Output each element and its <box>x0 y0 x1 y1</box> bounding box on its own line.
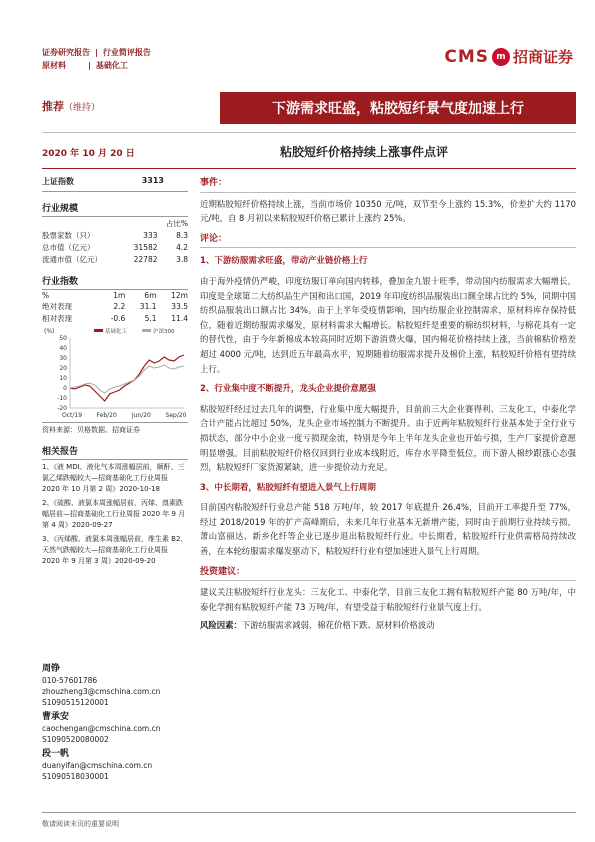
cell: 6m <box>144 290 157 300</box>
logo-cms-text: CMS <box>444 46 489 67</box>
cell: 31582 <box>133 242 158 252</box>
cell: 3.8 <box>176 254 188 264</box>
rating <box>42 98 100 114</box>
cell: 11.4 <box>171 313 188 323</box>
title-banner <box>42 92 576 124</box>
y-tick-label: 20 <box>59 365 67 372</box>
cell: 1m <box>113 290 126 300</box>
related-heading: 相关报告 <box>42 444 188 460</box>
report-subtitle: 粘胶短纤价格持续上涨事件点评 <box>280 145 449 159</box>
section-heading: 2、行业集中度不断提升，龙头企业提价意愿强 <box>200 384 376 395</box>
comment-label: 评论： <box>200 232 576 249</box>
table-row <box>42 300 188 312</box>
cell: 33.5 <box>171 301 188 311</box>
related-reports <box>42 462 188 567</box>
cell: 12m <box>171 290 188 300</box>
scale-col-header: 占比% <box>165 218 188 228</box>
cell: 333 <box>143 230 158 240</box>
cell: 总市值（亿元） <box>42 242 95 252</box>
legend-label: 沪深300 <box>153 329 175 335</box>
legend-label: 基础化工 <box>105 329 128 335</box>
cell: 2.2 <box>113 301 126 311</box>
index-row <box>42 176 188 192</box>
cms-logo <box>444 46 573 67</box>
list-item: 2、《硫酸、液氯本周涨幅居前，丙烯、溴素跌幅居前—招商基础化工行业周报 2020 年 9 月第 4 周》2020-09-27 <box>42 499 186 529</box>
cell: % <box>42 290 50 300</box>
analysts <box>42 660 188 782</box>
cell: -0.6 <box>110 313 126 323</box>
list-item: 3、《丙烯酸、液氯本周涨幅居前，维生素 B2、天然气跌幅较大—招商基础化工行业周报 2020 年 9 月第 3 周》2020-09-20 <box>42 535 188 565</box>
x-tick-label: Sep/20 <box>165 412 187 419</box>
category-subtype: 行业简评报告 <box>102 48 151 57</box>
series-line <box>70 355 184 401</box>
industry: 基础化工 <box>95 61 128 70</box>
section-heading: 1、下游纺服需求旺盛，带动产业链价格上行 <box>200 256 368 267</box>
cell: 4.2 <box>176 242 188 252</box>
logo-cn-text: 招商证券 <box>512 48 573 66</box>
invest-label: 投资建议： <box>200 565 576 582</box>
index-value: 3313 <box>141 176 164 185</box>
main-content <box>200 176 576 633</box>
analyst-name: 曹承安 <box>42 712 70 722</box>
index-label: 上证指数 <box>42 177 74 186</box>
category-type: 证券研究报告 <box>42 48 90 57</box>
risk-factors <box>200 618 576 633</box>
table-row <box>42 229 188 241</box>
divider <box>42 132 576 133</box>
sector: 原材料 <box>42 61 66 70</box>
risk-text: 下游纺服需求减弱、棉花价格下跌、原材料价格波动 <box>241 620 435 631</box>
y-tick-label: 40 <box>59 345 67 352</box>
analyst-id: S1090518030001 <box>42 772 109 781</box>
scale-table <box>42 217 188 265</box>
chart-source: 资料来源：贝格数据、招商证券 <box>42 422 188 435</box>
invest-text: 建议关注粘胶短纤行业龙头：三友化工、中泰化学，目前三友化工拥有粘胶短纤产能 80 万吨/年，中泰化学拥有粘胶短纤产能 73 万吨/年，有望受益于粘胶短纤行业景气度上行。 <box>200 587 576 612</box>
legend-swatch <box>142 329 151 332</box>
y-tick-label: 50 <box>59 335 67 342</box>
rating-note: （维持） <box>64 103 101 113</box>
divider <box>42 168 576 169</box>
analyst-id: S1090515120001 <box>42 698 109 707</box>
y-tick-label: 10 <box>59 375 67 382</box>
event-text: 近期粘胶短纤价格持续上涨，当前市场价 10350 元/吨，双节至今上涨约 15.3%，价差扩大约 1170 元/吨，自 8 月初以来粘胶短纤价格已累计上涨约 25%。 <box>200 198 576 224</box>
analyst-phone: 010-57601786 <box>42 676 98 685</box>
report-category: 证券研究报告 | 行业简评报告 原材料 | 基础化工 <box>42 48 151 70</box>
scale-heading: 行业规模 <box>42 201 188 217</box>
risk-label: 风险因素： <box>200 620 242 631</box>
report-title: 下游需求旺盛，粘胶短纤景气度加速上行 <box>220 92 576 124</box>
x-tick-label: Jun/20 <box>131 412 151 419</box>
list-item: 1、《液 MDI、液化气本周涨幅居前，顺酐、三氯乙烯跌幅较大—招商基础化工行业周报 2020 年 10 月第 2 周》2020-10-18 <box>42 463 185 493</box>
perf-heading: 行业指数 <box>42 274 188 290</box>
logo-circle-icon: m <box>492 48 510 66</box>
sidebar <box>42 176 188 570</box>
analyst-email[interactable]: duanyifan@cmschina.com.cn <box>42 761 153 770</box>
cell: 31.1 <box>139 301 157 311</box>
cell: 流通市值（亿元） <box>42 254 102 264</box>
paragraph: 由于海外疫情仍严峻，印度纺服订单向国内转移，叠加金九银十旺季，带动国内纺服需求大幅增长，印度是全球第二大纺织品生产国和出口国，2019 年印度纺织品服装出口额全球占比约 5%，同期中国纺织品服装出口额占比 34%。由于上半年受疫情影响，国内纺服企业控制需求，原材料库存保持低位，随着近期纺服需求爆发，原材料需求大幅增长。粘胶短纤是重要的棉纺织材料，与棉花具有一定的替代性，由于今年新棉成本较高同时近期下游消费火爆，国内棉花价格持续上涨，当前棉粘价格差超过 4000 元/吨，达到近五年最高水平，短期随着纺服需求提升及棉价上涨，粘胶短纤价格有望持续上行。 <box>200 275 576 374</box>
y-tick-label: 30 <box>59 355 67 362</box>
analyst-id: S1090520080002 <box>42 735 109 744</box>
report-date: 2020 年 10 月 20 日 <box>42 149 135 159</box>
cell: 22782 <box>133 254 158 264</box>
cell: 绝对表现 <box>42 301 72 311</box>
paragraph: 目前国内粘胶短纤行业总产能 518 万吨/年，较 2017 年底提升 26.4%，目前开工率提升至 77%，经过 2018/2019 年的扩产高峰期后，未来几年行业基本无新增产能，同时由于前期行业持续亏损，萧山富丽达、新乡化纤等企业已逐步退出粘胶短纤行业。中长期看，粘胶短纤行业供需格局持续改善，在本轮纺服需求爆发驱动下，粘胶短纤行业有望加速进入景气上行周期。 <box>200 502 576 557</box>
x-tick-label: Feb/20 <box>96 412 117 419</box>
perf-table <box>42 290 188 324</box>
cell: 5.1 <box>144 313 157 323</box>
analyst-name: 段一帆 <box>42 749 70 759</box>
x-tick-label: Oct/19 <box>61 412 83 419</box>
cell: 股票家数（只） <box>42 230 95 240</box>
analyst-email[interactable]: caochengan@cmschina.com.cn <box>42 724 161 733</box>
y-tick-label: -20 <box>57 405 67 412</box>
legend-swatch <box>94 329 103 332</box>
rating-label: 推荐 <box>42 100 64 113</box>
event-label: 事件： <box>200 176 576 193</box>
y-tick-label: -10 <box>57 395 67 402</box>
footer-note: 敬请阅读末页的重要说明 <box>42 812 576 829</box>
performance-chart <box>42 324 188 420</box>
analyst-name: 周铮 <box>42 664 61 674</box>
y-tick-label: 0 <box>63 385 67 392</box>
table-row <box>42 312 188 324</box>
section-heading: 3、中长期看，粘胶短纤有望进入景气上行周期 <box>200 482 376 493</box>
y-axis-label: (%) <box>44 328 55 335</box>
cell: 相对表现 <box>42 313 72 323</box>
table-header <box>42 290 188 300</box>
table-row <box>42 241 188 253</box>
series-line <box>70 365 184 393</box>
table-row <box>42 253 188 265</box>
cell: 8.3 <box>176 230 188 240</box>
analyst-email[interactable]: zhouzheng3@cmschina.com.cn <box>42 687 161 696</box>
paragraph: 粘胶短纤经过过去几年的调整，行业集中度大幅提升，目前前三大企业赛得利、三友化工，中泰化学合计产能占比超过 50%，龙头企业市场控制力不断提升。由于近两年粘胶短纤行业基本处于全行业亏损状态，部分中小企业一度亏损现金流，特别是今年上半年龙头企业也开始亏损，生产厂家提价意愿明显增强。目前粘胶短纤价格仅回到行业成本线附近，库存水平降至低位，而下游人棉纱跟涨心态强烈，粘胶短纤厂家货源紧缺，进一步提价动力充足。 <box>200 403 576 473</box>
